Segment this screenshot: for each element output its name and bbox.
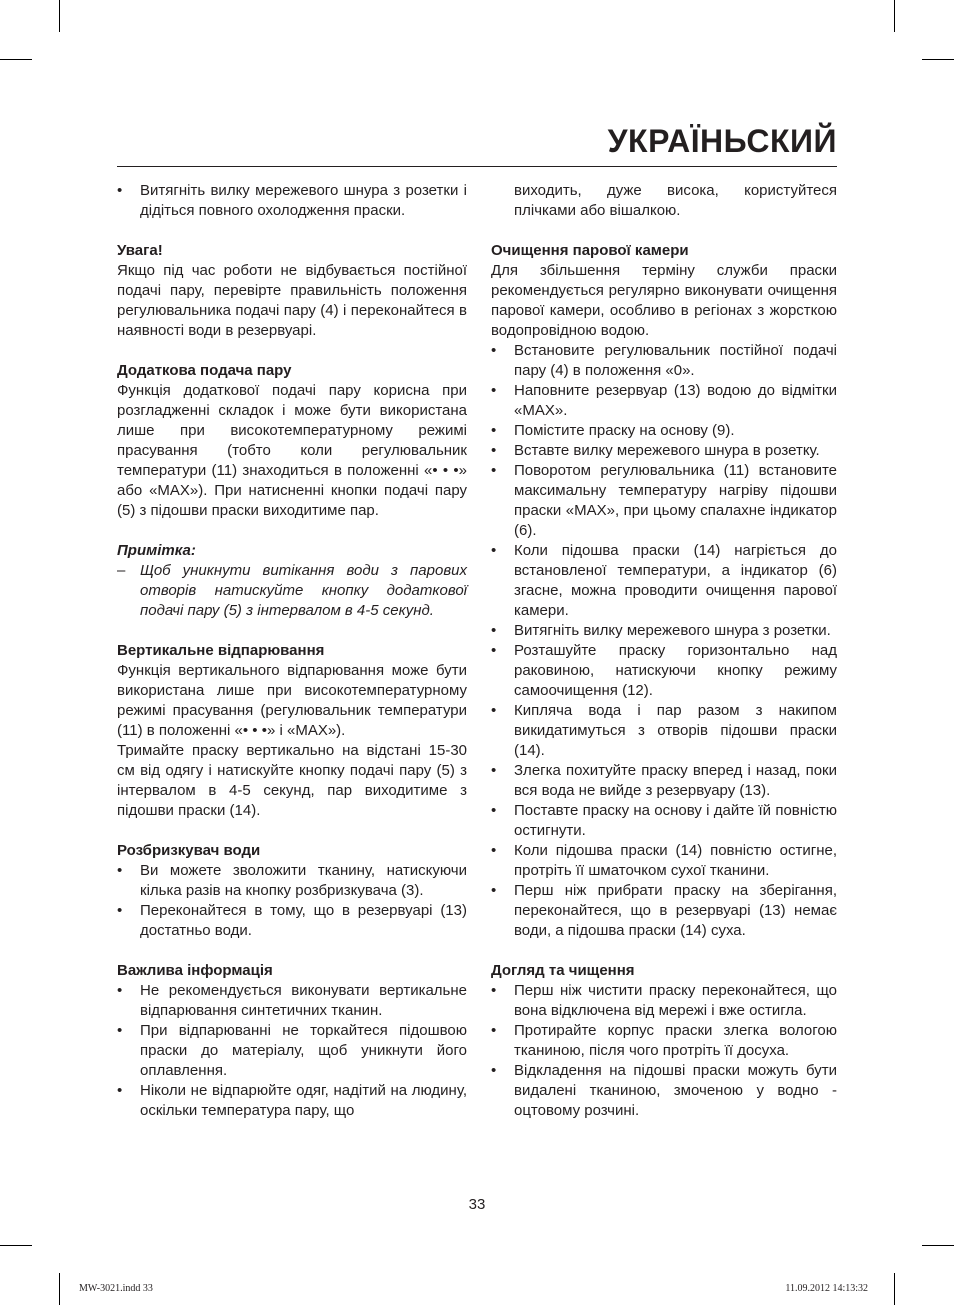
sprayer-title: Розбризкувач води [117, 842, 261, 859]
crop-mark [0, 1245, 32, 1246]
list-item: • Ніколи не відпарюйте одяг, надітий на людину, оскільки температура пару, що [117, 1081, 467, 1121]
list-item: • Коли підошва праски (14) повністю остигне, протріть її шматочком сухої тканини. [491, 841, 837, 881]
chamber-cleaning-title: Очищення парової камери [491, 242, 689, 259]
list-item: • Ви можете зволожити тканину, натискуючи кілька разів на кнопку розбризкувача (3). [117, 861, 467, 901]
extra-steam-title: Додаткова подача пару [117, 362, 292, 379]
continued-text: виходить, дуже висока, користуйтеся плічками або вішалкою. [514, 182, 837, 219]
list-item: • Перш ніж прибрати праску на зберігання, переконайтеся, що в резервуарі (13) немає води, а підошва праски (14) суха. [491, 881, 837, 941]
note-list [117, 561, 467, 621]
crop-mark [894, 1273, 895, 1305]
list-item: • Не рекомендується виконувати вертикальне відпарювання синтетичних тканин. [117, 981, 467, 1021]
list-item: • Відкладення на підошві праски можуть бути видалені тканиною, змоченою у водно - оцтовому розчині. [491, 1061, 837, 1121]
list-item: • Поставте праску на основу і дайте їй повністю остигнути. [491, 801, 837, 841]
print-timestamp: 11.09.2012 14:13:32 [785, 1283, 868, 1294]
intro-list [117, 181, 467, 221]
header-rule [117, 166, 837, 167]
chamber-cleaning-text: Для збільшення терміну служби праски рекомендується регулярно виконувати очищення парової камери, особливо в регіонах з жорсткою водопровідною водою. [491, 262, 837, 339]
list-item: • Переконайтеся в тому, що в резервуарі (13) достатньо води. [117, 901, 467, 941]
vertical-steam-text: Функція вертикального відпарювання може бути використана лише при високотемпературному режимі прасування (регулювальник температури (11) в положенні «• • •» і «MAX»). [117, 662, 467, 739]
list-item: • Вставте вилку мережевого шнура в розетку. [491, 441, 837, 461]
chamber-cleaning-list [491, 341, 837, 941]
care-list [491, 981, 837, 1121]
list-item: • Наповните резервуар (13) водою до відмітки «MAX». [491, 381, 837, 421]
crop-mark [894, 0, 895, 32]
extra-steam-text: Функція додаткової подачі пару корисна при розгладженні складок і може бути використана лише при високотемпературному режимі прасування (тобто коли регулювальник температури (11) знаходиться в положенні «• • •» або «MAX»). При натисненні кнопки подачі пару (5) з підошви праски виходитиме пар. [117, 382, 467, 519]
list-item: • Розташуйте праску горизонтально над раковиною, натискуючи кнопку режиму самоочищення (12). [491, 641, 837, 701]
list-item: • Витягніть вилку мережевого шнура з розетки. [491, 621, 837, 641]
right-column [491, 181, 837, 1121]
page-number: 33 [468, 1196, 486, 1213]
crop-mark [59, 1273, 60, 1305]
list-item: • Злегка похитуйте праску вперед і назад, поки вся вода не вийде з резервуару (13). [491, 761, 837, 801]
list-item: • Помістите праску на основу (9). [491, 421, 837, 441]
list-item: • Витягніть вилку мережевого шнура з розетки і дідіться повного охолодження праски. [117, 181, 467, 221]
warning-text: Якщо під час роботи не відбувається постійної подачі пару, перевірте правильність положення регулювальника подачі пару (4) і переконайтеся в наявності води в резервуарі. [117, 262, 467, 339]
page-title: УКРАЇНЬСКИЙ [607, 123, 837, 159]
list-item: • Встановите регулювальник постійної подачі пару (4) в положення «0». [491, 341, 837, 381]
crop-mark [922, 1245, 954, 1246]
list-item: • Протирайте корпус праски злегка вологою тканиною, після чого протріть її досуха. [491, 1021, 837, 1061]
list-item: • Поворотом регулювальника (11) встановите максимальну температуру нагріву підошви праски «MAX», при цьому спалахне індикатор (6). [491, 461, 837, 541]
list-item: • Перш ніж чистити праску переконайтеся, що вона відключена від мережі і вже остигла. [491, 981, 837, 1021]
left-column [117, 181, 467, 1121]
note-title: Примітка: [117, 542, 196, 559]
important-title: Важлива інформація [117, 962, 273, 979]
vertical-steam-text: Тримайте праску вертикально на відстані 15-30 см від одягу і натискуйте кнопку подачі пару (5) з інтервалом в 4-5 секунд, пар виходитиме з підошви праски (14). [117, 742, 467, 819]
sprayer-list [117, 861, 467, 941]
list-item: • Кипляча вода і пар разом з накипом викидатимуться з отворів підошви праски (14). [491, 701, 837, 761]
important-list [117, 981, 467, 1121]
crop-mark [922, 59, 954, 60]
vertical-steam-title: Вертикальне відпарювання [117, 642, 325, 659]
crop-mark [59, 0, 60, 32]
list-item: – Щоб уникнути витікання води з парових отворів натискуйте кнопку додаткової подачі пару (5) з інтервалом в 4-5 секунд. [117, 561, 467, 621]
file-info: MW-3021.indd 33 [79, 1283, 153, 1294]
list-item: • Коли підошва праски (14) нагріється до встановленої температури, а індикатор (6) згасне, можна проводити очищення парової камери. [491, 541, 837, 621]
list-item: • При відпарюванні не торкайтеся підошвою праски до матеріалу, щоб уникнути його оплавлення. [117, 1021, 467, 1081]
warning-title: Увага! [117, 242, 163, 259]
crop-mark [0, 59, 32, 60]
care-title: Догляд та чищення [491, 962, 635, 979]
